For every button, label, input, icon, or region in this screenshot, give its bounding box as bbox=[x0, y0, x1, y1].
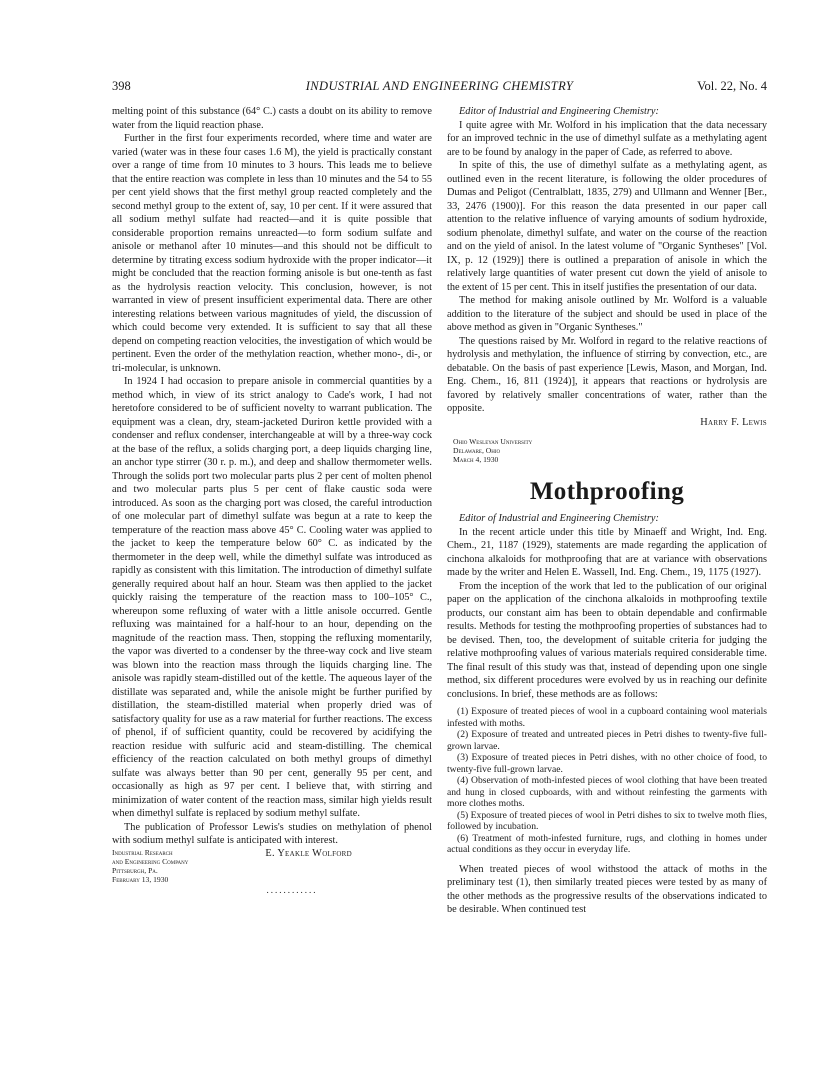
volume-label: Vol. 22, No. 4 bbox=[697, 79, 767, 93]
paragraph: When treated pieces of wool withstood the attack of moths in the preliminary test (1), then similarly treated pieces were tested by as many of the other methods as the progressive results of the observations indicated to be desirable. When continued test bbox=[447, 863, 767, 915]
author-affiliation bbox=[112, 848, 188, 884]
list-item: (4) Observation of moth-infested pieces of wool clothing that have been treated and hung in closed cupboards, with and without reinfesting the garments with more clothes moths. bbox=[447, 775, 767, 809]
running-header bbox=[112, 79, 767, 95]
list-item: (5) Exposure of treated pieces of wool in Petri dishes to six to twelve moth flies, followed by incubation. bbox=[447, 809, 767, 832]
affiliation-line: and Engineering Company bbox=[112, 856, 189, 866]
paragraph: In spite of this, the use of dimethyl sulfate as a methylating agent, as outlined even in the recent literature, is following the older procedures of Dumas and Peligot (Centralblatt, 1835, 279) and Ullmann and Wenner [Ber., 33, 2476 (1900)]. For this reason the data presented in our paper call attention to the relative influence of varying amounts of sodium hydroxide, sodium phenolate, dimethyl sulfate, and water on the course of the reaction and on the yield of anisol. In the latest volume of "Organic Syntheses" [Vol. IX, p. 12 (1929)] there is outlined a preparation of anisole in which the relatively large quantities of water present cut down the yield of anisole to the extent of 15 per cent. This in itself justifies the presentation of our data. bbox=[447, 160, 767, 293]
list-item: (3) Exposure of treated pieces in Petri dishes, with no other choice of food, to twenty-five full-grown larvae. bbox=[447, 752, 767, 775]
paragraph: The questions raised by Mr. Wolford in regard to the relative reactions of hydrolysis and methylation, the influence of stirring by convection, etc., are debatable. On the basis of past experience [Lewis, Mason, and Morgan, Ind. Eng. Chem., 16, 811 (1924)], it appears that reactions or hydrolysis are favored by relatively smaller concentrations of water, rather than the opposite. bbox=[447, 335, 767, 414]
paragraph: In 1924 I had occasion to prepare anisole in commercial quantities by a method which, in view of its strict analogy to Cade's work, I had not heretofore considered to be of sufficient novelty to warrant publication. The equipment was a clean, dry, steam-jacketed Duriron kettle provided with a condenser and reflux condenser, interchangeable at will by a three-way cock at the base of the reflux, a solids charging port, a deep liquids charging line, an anchor type stirrer (30 r. p. m.), and deep and shallow thermometer wells. Through the solids port two molecular parts plus 2 per cent of molten phenol and two molecular parts plus 5 per cent of flake caustic soda were introduced. As soon as the charging port was closed, the careful introduction of one molecular part of dimethyl sulfate was begun at a rate to keep the temperature of the reaction mass above 45° C. Cooling water was applied to the jacket to keep the temperature below 60° C. as indicated by the thermometer in the deep well, while the dimethyl sulfate was introduced as rapidly as consistent with this limitation. The introduction of dimethyl sulfate generally required about half an hour. Steam was then applied to the jacket quickly raising the temperature of the reaction mass to 100–105° C., whereupon some refluxing of water with a little anisole occurred. Gentle refluxing was maintained for a half-hour to an hour, depending on the magnitude of the reaction mass. Then, stopping the refluxing momentarily, the vapor was diverted to a condenser by the three-way cock and live steam was blown into the reaction mass through the liquids charging line. The anisole was rapidly steam-distilled out of the kettle. The aqueous layer of the distillate was separated and, while the anisole might be further purified by distillation, the steam-distilled material when properly dried was of satisfactory quality for use as a raw material for further reactions. The excess of phenol, if of sufficient quantity, could be recovered by acidifying the reaction residue with sulfuric acid and steam-distilling. The chemical efficiency of the reaction calculated on both methyl groups of dimethyl sulfate was always better than 90 per cent, generally 95 per cent, and occasionally as high as 97 per cent. I believe that, with stirring and minimization of water content of the reaction mass, similar high yields result when dimethyl sulfate is replaced by sodium methyl sulfate. bbox=[112, 376, 432, 819]
section-title: Mothproofing bbox=[529, 478, 685, 505]
paragraph: The method for making anisole outlined by Mr. Wolford is a valuable addition to the literature of the subject and should be used in place of the above method as given in "Organic Syntheses." bbox=[447, 295, 767, 333]
editor-salutation: Editor of Industrial and Engineering Chemistry: bbox=[459, 513, 659, 524]
paragraph: The publication of Professor Lewis's studies on methylation of phenol with sodium methyl sulfate is anticipated with interest. bbox=[112, 821, 432, 846]
author-signature: Harry F. Lewis bbox=[700, 416, 767, 428]
paragraph: In the recent article under this title by Minaeff and Wright, Ind. Eng. Chem., 21, 1187 (1929), statements are made regarding the application of cinchona alkaloids for mothproofing that are at variance with observations made by the writer and Helen E. Wassell, Ind. Eng. Chem., 19, 1175 (1927). bbox=[447, 526, 767, 578]
paragraph: From the inception of the work that led to the publication of our original paper on the application of the cinchona alkaloids in mothproofing textile products, our constant aim has been to obtain dependable and confirmable results. Methods for testing the mothproofing properties of substances had to be devised. Then, too, the development of suitable criteria for judging the relative mothproofing values of various materials required considerable time. The final result of this study was that, instead of depending upon one single method, six different procedures were evolved by us in reaching our definite conclusions. In brief, these methods are as follows: bbox=[447, 580, 767, 700]
page-number: 398 bbox=[112, 79, 131, 93]
paragraph: melting point of this substance (64° C.) casts a doubt on its ability to remove water from the liquid reaction phase. bbox=[112, 106, 432, 131]
journal-title: INDUSTRIAL AND ENGINEERING CHEMISTRY bbox=[305, 79, 574, 93]
paragraph: I quite agree with Mr. Wolford in his implication that the data necessary for an improved technic in the use of dimethyl sulfate as a methylating agent are to be found by analogy in the paper of Cade, as referred to above. bbox=[447, 119, 767, 158]
methods-list bbox=[447, 706, 767, 856]
editor-salutation: Editor of Industrial and Engineering Chemistry: bbox=[459, 106, 659, 117]
section-separator: ............ bbox=[266, 884, 318, 895]
list-item: (1) Exposure of treated pieces of wool in a cupboard containing wool materials infested with moths. bbox=[447, 706, 767, 729]
list-item: (2) Exposure of treated and untreated pieces in Petri dishes to twenty-five full-grown larvae. bbox=[447, 729, 767, 752]
right-column bbox=[447, 105, 767, 917]
affiliation-line: Delaware, Ohio bbox=[453, 446, 501, 455]
left-column bbox=[112, 105, 432, 897]
author-signature: E. Yeakle Wolford bbox=[265, 847, 352, 859]
signature-block bbox=[112, 847, 432, 884]
affiliation-line: Industrial Research bbox=[112, 847, 173, 857]
affiliation-line: Ohio Wesleyan University bbox=[453, 437, 533, 446]
list-item: (6) Treatment of moth-infested furniture, rugs, and clothing in homes under actual conditions as they occur in everyday life. bbox=[447, 832, 767, 855]
author-affiliation bbox=[453, 437, 767, 464]
paragraph: Further in the first four experiments recorded, where time and water are varied (water was in these four cases 1.6 M), the yield is practically constant over a range of time from 10 minutes to 3 hours. This leads me to believe that the entire reaction was complete in less than 10 minutes and the 54 to 55 per cent yield shows that the first methyl group reacted completely and the second methyl group to the extent of, say, 10 per cent. If it were assured that all sodium methyl sulfate had reacted—and it is quite possible that considerable proportion remains unreacted—to form sodium sulfate and anisole or methanol after 10 minutes—and this should not be difficult to determine by titrating excess sodium hydroxide with the proper indicator—it might be concluded that the reaction forming anisole is but one-tenth as fast as the hydrolysis reaction velocity. This conclusion, however, is not warranted in view of present insufficient experimental data. There are other interesting relations between various magnitudes of yield, the discussion of which could become very extended. It is sufficient to say that all these depend on competing reaction velocities, the investigation of which would be pertinent. Even the order of the methylation reaction, whether mono-, di-, or tri-molecular, is unknown. bbox=[112, 133, 432, 374]
affiliation-date: March 4, 1930 bbox=[453, 455, 499, 464]
affiliation-date: February 13, 1930 bbox=[112, 874, 169, 884]
affiliation-line: Pittsburgh, Pa. bbox=[112, 865, 158, 875]
